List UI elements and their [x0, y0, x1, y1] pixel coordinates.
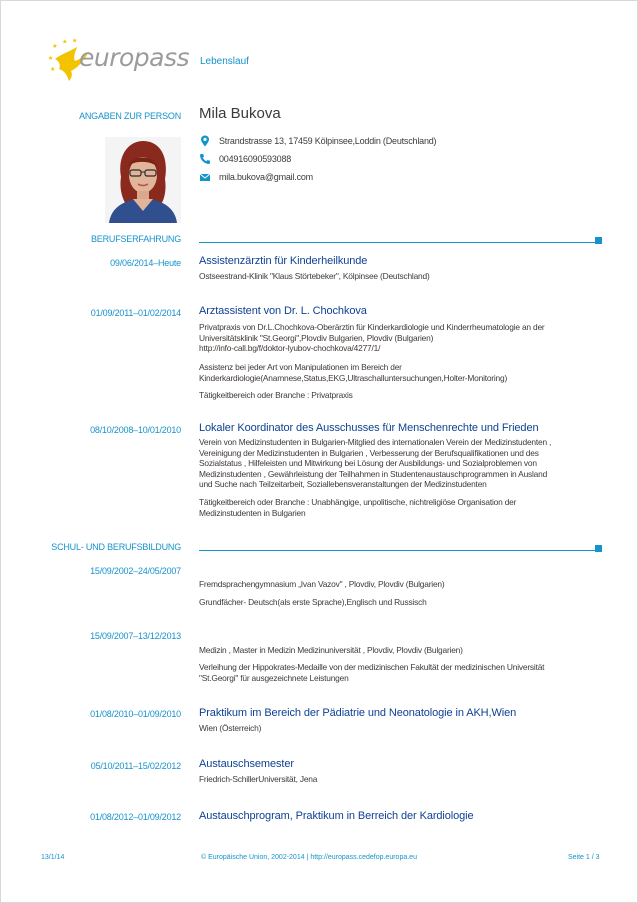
- section-marker-education: [595, 545, 602, 552]
- section-marker-experience: [595, 237, 602, 244]
- education-dates: 15/09/2002–24/05/2007: [90, 566, 181, 576]
- section-divider-education: [199, 550, 595, 551]
- address-row: [199, 134, 436, 148]
- education-dates: 01/08/2012–01/09/2012: [90, 812, 181, 822]
- education-institution: Fremdsprachengymnasium „Ivan Vazov" , Plovdiv, Plovdiv (Bulgarien): [199, 579, 445, 589]
- experience-sector: Tätigkeitbereich oder Branche : Privatpraxis: [199, 390, 353, 400]
- footer-copyright: © Europäische Union, 2002-2014 | http://europass.cedefop.europa.eu: [201, 854, 417, 861]
- education-title: Praktikum im Bereich der Pädiatrie und Neonatologie in AKH,Wien: [199, 707, 517, 719]
- experience-title: Arztassistent von Dr. L. Chochkova: [199, 305, 367, 317]
- phone-icon: [199, 153, 211, 165]
- section-label-experience: BERUFSERFAHRUNG: [90, 234, 181, 244]
- education-dates: 05/10/2011–15/02/2012: [90, 761, 181, 771]
- education-details: Verleihung der Hippokrates-Medaille von der medizinischen Fakultät der medizinischen Universität "St.Georgi" für ausgezeichnete Leistungen: [199, 662, 545, 683]
- section-label-education: SCHUL- UND BERUFSBILDUNG: [51, 542, 181, 552]
- experience-title: Assistenzärztin für Kinderheilkunde: [199, 255, 368, 267]
- education-institution: Medizin , Master in Medizin Medizinuniversität , Plovdiv, Plovdiv (Bulgarien): [199, 645, 463, 655]
- email-text: mila.bukova@gmail.com: [219, 172, 313, 182]
- email-row: [199, 170, 313, 184]
- footer-page-number: Seite 1 / 3: [568, 854, 600, 861]
- education-title: Austauschsemester: [199, 758, 294, 770]
- education-subjects: Grundfächer- Deutsch(als erste Sprache),Englisch und Russisch: [199, 597, 427, 607]
- education-title: Austauschprogram, Praktikum in Berreich der Kardiologie: [199, 810, 474, 822]
- experience-dates: 09/06/2014–Heute: [110, 258, 181, 268]
- section-label-personal: ANGABEN ZUR PERSON: [79, 111, 181, 121]
- experience-details: Assistenz bei jeder Art von Manipulationen im Bereich der Kinderkardiologie(Anamnese,Status,EKG,Ultraschalluntersuchungen,Holter-Monitoring): [199, 362, 508, 383]
- education-location: Wien (Österreich): [199, 723, 262, 733]
- experience-dates: 08/10/2008–10/01/2010: [90, 425, 181, 435]
- experience-details: Privatpraxis von Dr.L.Chochkova-Oberärztin für Kinderkardiologie und Kinderrheumatologie an der Universitätsklinik "St.Georgi",Plovdiv Bulgarien, Plovdiv (Bulgarien) http://info-call.bg/f/doktor-lyubov-chochkova/4277/1/: [199, 322, 545, 354]
- education-institution: Friedrich-SchillerUniversität, Jena: [199, 774, 318, 784]
- experience-sector: Tätigkeitbereich oder Branche : Unabhängige, unpolitische, nichtreligiöse Organisation der Medizinstudenten in Bulgarien: [199, 497, 517, 518]
- experience-details: Verein von Medizinstudenten in Bulgarien-Mitglied des internationalen Verein der Medizinstudenten , Vereinigung der Medizinstudenten in Bulgarien , Verbesserung der Berufsqualifikationen und des Sozialstatus , Hilfeleisten und Mitwirkung bei Lösung der Ausbildungs- und Sozialproblemen von Medizinstudenten , Gewährleistung der Teilhahmen in Studentenaustauschprogrammen in Ausland und Suche nach Teilzeitarbeit, Soziallebensveranstaltungen der Medizinstudenten: [199, 437, 552, 490]
- profile-photo: [105, 137, 181, 223]
- phone-row: [199, 152, 291, 166]
- footer-date: 13/1/14: [41, 854, 65, 861]
- experience-employer: Ostseestrand-Klinik "Klaus Störtebeker", Kölpinsee (Deutschland): [199, 271, 430, 281]
- phone-text: 004916090593088: [219, 154, 292, 164]
- address-text: Strandstrasse 13, 17459 Kölpinsee,Loddin (Deutschland): [219, 136, 437, 146]
- logo-wordmark: europass: [79, 43, 190, 72]
- document-type: Lebenslauf: [200, 56, 249, 67]
- education-dates: 15/09/2007–13/12/2013: [90, 631, 181, 641]
- experience-title: Lokaler Koordinator des Ausschusses für Menschenrechte und Frieden: [199, 422, 539, 434]
- person-name: Mila Bukova: [199, 105, 281, 122]
- experience-dates: 01/09/2011–01/02/2014: [90, 308, 181, 318]
- location-pin-icon: [199, 135, 211, 147]
- section-divider-experience: [199, 242, 595, 243]
- education-dates: 01/08/2010–01/09/2010: [90, 709, 181, 719]
- email-icon: [199, 171, 211, 183]
